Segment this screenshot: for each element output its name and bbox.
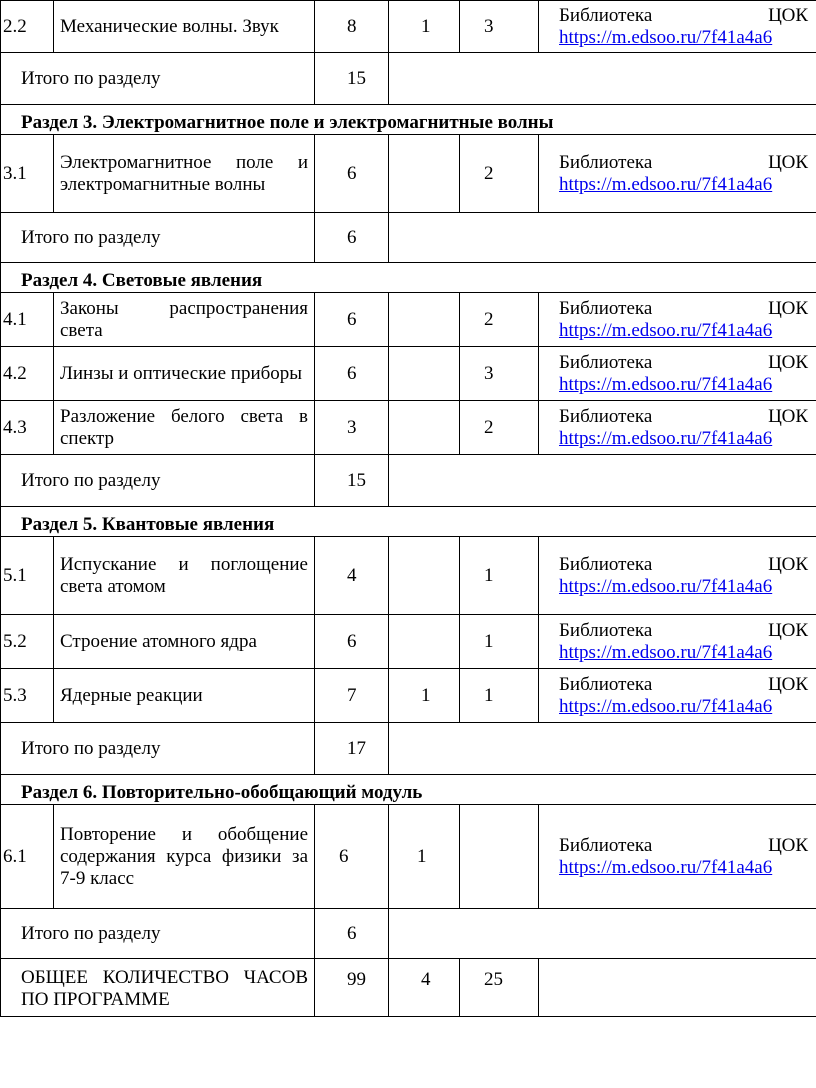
row-number: 3.1 [1, 135, 54, 213]
section-total-label: Итого по разделу [1, 723, 315, 775]
section-header-row [1, 105, 816, 135]
table-row [1, 615, 816, 669]
resource-cell [539, 805, 816, 909]
topic-name: Разложение белого света в спектр [54, 401, 315, 455]
section-total-label: Итого по разделу [1, 213, 315, 263]
row-number: 5.2 [1, 615, 54, 669]
row-number: 4.1 [1, 293, 54, 347]
hours-total: 3 [315, 401, 389, 455]
resource-cell [539, 615, 816, 669]
library-center: ЦОК [768, 297, 808, 319]
resource-link[interactable]: https://m.edsoo.ru/7f41a4a6 [559, 319, 773, 341]
table-row [1, 1, 816, 53]
section-header-row [1, 263, 816, 293]
hours-total: 8 [315, 1, 389, 53]
hours-control [389, 401, 460, 455]
hours-practical: 2 [460, 135, 539, 213]
resource-link[interactable]: https://m.edsoo.ru/7f41a4a6 [559, 427, 773, 449]
grand-total-hours: 99 [315, 959, 389, 1017]
grand-total-control: 4 [389, 959, 460, 1017]
resource-link[interactable]: https://m.edsoo.ru/7f41a4a6 [559, 641, 773, 663]
hours-control: 1 [389, 669, 460, 723]
resource-link[interactable]: https://m.edsoo.ru/7f41a4a6 [559, 173, 773, 195]
library-center: ЦОК [768, 151, 808, 173]
hours-control [389, 347, 460, 401]
resource-cell [539, 293, 816, 347]
hours-control: 1 [389, 805, 460, 909]
resource-cell [539, 669, 816, 723]
resource-cell [539, 347, 816, 401]
resource-link[interactable]: https://m.edsoo.ru/7f41a4a6 [559, 695, 773, 717]
library-center: ЦОК [768, 4, 808, 26]
table-row [1, 401, 816, 455]
section-total-row [1, 909, 816, 959]
row-number: 4.3 [1, 401, 54, 455]
table-row [1, 537, 816, 615]
hours-total: 6 [315, 135, 389, 213]
resource-cell [539, 1, 816, 53]
library-label: Библиотека [559, 619, 653, 641]
hours-practical: 1 [460, 669, 539, 723]
section-title: Раздел 6. Повторительно-обобщающий модуль [1, 775, 816, 805]
resource-link[interactable]: https://m.edsoo.ru/7f41a4a6 [559, 373, 773, 395]
library-label: Библиотека [559, 673, 653, 695]
table-row [1, 293, 816, 347]
section-total-value: 6 [315, 909, 389, 959]
resource-cell [539, 537, 816, 615]
hours-control [389, 293, 460, 347]
library-label: Библиотека [559, 834, 653, 856]
hours-control: 1 [389, 1, 460, 53]
resource-link[interactable]: https://m.edsoo.ru/7f41a4a6 [559, 26, 773, 48]
hours-total: 6 [315, 293, 389, 347]
resource-cell [539, 135, 816, 213]
section-total-value: 6 [315, 213, 389, 263]
hours-control [389, 615, 460, 669]
section-total-row [1, 723, 816, 775]
hours-total: 6 [315, 615, 389, 669]
section-title: Раздел 4. Световые явления [1, 263, 816, 293]
section-total-row [1, 455, 816, 507]
topic-name: Механические волны. Звук [54, 1, 315, 53]
grand-total-row [1, 959, 816, 1017]
hours-practical: 1 [460, 537, 539, 615]
library-center: ЦОК [768, 834, 808, 856]
topic-name: Повторение и обобщение содержания курса физики за 7-9 класс [54, 805, 315, 909]
section-total-value: 17 [315, 723, 389, 775]
topic-name: Электромагнитное поле и электромагнитные волны [54, 135, 315, 213]
grand-total-practical: 25 [460, 959, 539, 1017]
section-title: Раздел 5. Квантовые явления [1, 507, 816, 537]
library-label: Библиотека [559, 297, 653, 319]
library-label: Библиотека [559, 405, 653, 427]
library-label: Библиотека [559, 151, 653, 173]
library-center: ЦОК [768, 619, 808, 641]
section-total-label: Итого по разделу [1, 909, 315, 959]
library-label: Библиотека [559, 4, 653, 26]
hours-practical: 3 [460, 347, 539, 401]
hours-practical [460, 805, 539, 909]
library-label: Библиотека [559, 351, 653, 373]
table-row [1, 347, 816, 401]
hours-practical: 1 [460, 615, 539, 669]
section-total-label: Итого по разделу [1, 455, 315, 507]
hours-control [389, 135, 460, 213]
topic-name: Испускание и поглощение света атомом [54, 537, 315, 615]
library-label: Библиотека [559, 553, 653, 575]
section-header-row [1, 507, 816, 537]
table-row [1, 669, 816, 723]
section-total-row [1, 213, 816, 263]
library-center: ЦОК [768, 351, 808, 373]
topic-name: Ядерные реакции [54, 669, 315, 723]
library-center: ЦОК [768, 673, 808, 695]
section-total-row [1, 53, 816, 105]
hours-practical: 2 [460, 293, 539, 347]
row-number: 2.2 [1, 1, 54, 53]
row-number: 5.3 [1, 669, 54, 723]
section-total-value: 15 [315, 53, 389, 105]
resource-link[interactable]: https://m.edsoo.ru/7f41a4a6 [559, 575, 773, 597]
hours-total: 6 [315, 805, 389, 909]
topic-name: Строение атомного ядра [54, 615, 315, 669]
library-center: ЦОК [768, 553, 808, 575]
resource-cell [539, 401, 816, 455]
section-total-value: 15 [315, 455, 389, 507]
row-number: 4.2 [1, 347, 54, 401]
row-number: 6.1 [1, 805, 54, 909]
resource-link[interactable]: https://m.edsoo.ru/7f41a4a6 [559, 856, 773, 878]
hours-total: 4 [315, 537, 389, 615]
topic-name: Линзы и оптические приборы [54, 347, 315, 401]
topic-name: Законы распространения света [54, 293, 315, 347]
library-center: ЦОК [768, 405, 808, 427]
hours-total: 6 [315, 347, 389, 401]
section-title: Раздел 3. Электромагнитное поле и электромагнитные волны [1, 105, 816, 135]
table-row [1, 135, 816, 213]
grand-total-label: ОБЩЕЕ КОЛИЧЕСТВО ЧАСОВ ПО ПРОГРАММЕ [1, 959, 315, 1017]
hours-total: 7 [315, 669, 389, 723]
row-number: 5.1 [1, 537, 54, 615]
section-total-label: Итого по разделу [1, 53, 315, 105]
hours-control [389, 537, 460, 615]
hours-practical: 2 [460, 401, 539, 455]
hours-practical: 3 [460, 1, 539, 53]
section-header-row [1, 775, 816, 805]
table-row [1, 805, 816, 909]
